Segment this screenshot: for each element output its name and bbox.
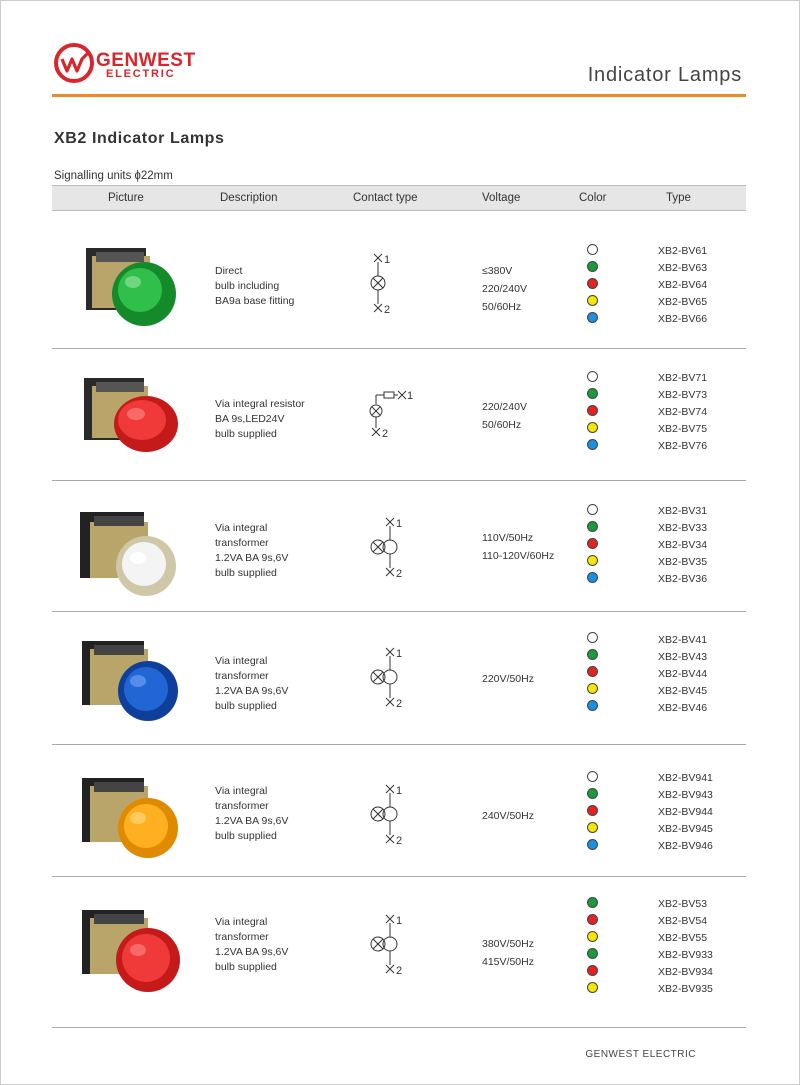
color-dot-white xyxy=(587,371,598,382)
svg-text:2: 2 xyxy=(396,835,403,847)
type-code: XB2-BV54 xyxy=(658,915,708,927)
description-line: Via integral xyxy=(215,785,268,797)
type-code: XB2-BV44 xyxy=(658,668,708,680)
voltage-line: 415V/50Hz xyxy=(482,956,534,968)
type-code: XB2-BV71 xyxy=(658,372,708,384)
col-color: Color xyxy=(579,192,607,204)
description-line: Direct xyxy=(215,265,243,277)
row-divider xyxy=(52,744,746,745)
voltage-line: 220/240V xyxy=(482,283,527,295)
type-code: XB2-BV46 xyxy=(658,702,708,714)
type-code: XB2-BV76 xyxy=(658,440,708,452)
type-code: XB2-BV933 xyxy=(658,949,713,961)
type-code: XB2-BV935 xyxy=(658,983,713,995)
color-dot-white xyxy=(587,632,598,643)
color-dot-red xyxy=(587,278,598,289)
color-dot-blue xyxy=(587,572,598,583)
color-dot-yellow xyxy=(587,683,598,694)
description-line: transformer xyxy=(215,670,269,682)
svg-text:1: 1 xyxy=(396,915,403,927)
description-line: 1.2VA BA 9s,6V xyxy=(215,685,289,697)
description-line: bulb including xyxy=(215,280,280,292)
description-line: bulb supplied xyxy=(215,961,277,973)
color-dot-blue xyxy=(587,439,598,450)
voltage-line: 220/240V xyxy=(482,401,527,413)
contact-symbol-transformer-icon xyxy=(362,781,412,849)
contact-symbol-transformer-icon xyxy=(362,644,412,712)
header-rule xyxy=(52,94,746,97)
color-dot-red xyxy=(587,965,598,976)
svg-text:1: 1 xyxy=(407,390,414,402)
description-line: bulb supplied xyxy=(215,830,277,842)
type-code: XB2-BV61 xyxy=(658,245,708,257)
description-line: BA9a base fitting xyxy=(215,295,295,307)
col-contact-type: Contact type xyxy=(353,192,418,204)
footer-brand: GENWEST ELECTRIC xyxy=(585,1049,696,1060)
description-line: Via integral xyxy=(215,655,268,667)
description-line: 1.2VA BA 9s,6V xyxy=(215,815,289,827)
contact-symbol-transformer-icon xyxy=(362,514,412,582)
color-dot-green xyxy=(587,897,598,908)
description-line: bulb supplied xyxy=(215,700,277,712)
type-code: XB2-BV34 xyxy=(658,539,708,551)
lamp-photo-red-icon xyxy=(78,904,188,999)
voltage-line: ≤380V xyxy=(482,265,513,277)
table-header xyxy=(52,185,746,211)
color-dot-green xyxy=(587,388,598,399)
description-line: 1.2VA BA 9s,6V xyxy=(215,552,289,564)
section-subtitle: Signalling units ɸ22mm xyxy=(54,170,173,182)
description-line: bulb supplied xyxy=(215,428,277,440)
voltage-line: 50/60Hz xyxy=(482,419,522,431)
section-title: XB2 Indicator Lamps xyxy=(54,130,225,147)
color-dot-green xyxy=(587,948,598,959)
description-line: BA 9s,LED24V xyxy=(215,413,285,425)
color-dot-red xyxy=(587,538,598,549)
color-dot-green xyxy=(587,788,598,799)
color-dot-yellow xyxy=(587,931,598,942)
lamp-photo-yellow-icon xyxy=(78,772,188,867)
type-code: XB2-BV36 xyxy=(658,573,708,585)
contact-symbol-resistor-icon xyxy=(362,386,416,446)
lamp-photo-green-icon xyxy=(78,238,188,333)
svg-text:1: 1 xyxy=(396,518,403,530)
row-divider xyxy=(52,480,746,481)
type-code: XB2-BV74 xyxy=(658,406,708,418)
svg-text:2: 2 xyxy=(382,428,389,440)
type-code: XB2-BV943 xyxy=(658,789,713,801)
color-dot-red xyxy=(587,914,598,925)
contact-symbol-direct-icon xyxy=(362,250,402,316)
row-divider xyxy=(52,611,746,612)
type-code: XB2-BV66 xyxy=(658,313,708,325)
logo-brand: GENWEST xyxy=(96,50,196,71)
page-header-title: Indicator Lamps xyxy=(587,64,742,86)
color-dot-yellow xyxy=(587,422,598,433)
color-dot-yellow xyxy=(587,982,598,993)
row-divider xyxy=(52,876,746,877)
row-divider xyxy=(52,348,746,349)
description-line: Via integral xyxy=(215,522,268,534)
color-dot-red xyxy=(587,666,598,677)
type-code: XB2-BV33 xyxy=(658,522,708,534)
type-code: XB2-BV73 xyxy=(658,389,708,401)
color-dot-red xyxy=(587,805,598,816)
description-line: 1.2VA BA 9s,6V xyxy=(215,946,289,958)
color-dot-red xyxy=(587,405,598,416)
description-line: transformer xyxy=(215,931,269,943)
description-line: Via integral resistor xyxy=(215,398,305,410)
svg-text:1: 1 xyxy=(384,254,391,266)
color-dot-blue xyxy=(587,312,598,323)
type-code: XB2-BV45 xyxy=(658,685,708,697)
type-code: XB2-BV65 xyxy=(658,296,708,308)
color-dot-blue xyxy=(587,839,598,850)
col-voltage: Voltage xyxy=(482,192,521,204)
voltage-line: 50/60Hz xyxy=(482,301,522,313)
lamp-photo-white-icon xyxy=(78,508,188,603)
lamp-photo-blue-icon xyxy=(78,635,188,730)
type-code: XB2-BV944 xyxy=(658,806,713,818)
type-code: XB2-BV43 xyxy=(658,651,708,663)
col-type: Type xyxy=(666,192,691,204)
voltage-line: 110-120V/60Hz xyxy=(482,550,555,562)
type-code: XB2-BV941 xyxy=(658,772,713,784)
color-dot-green xyxy=(587,649,598,660)
description-line: Via integral xyxy=(215,916,268,928)
description-line: bulb supplied xyxy=(215,567,277,579)
contact-symbol-transformer-icon xyxy=(362,911,412,979)
color-dot-green xyxy=(587,261,598,272)
type-code: XB2-BV63 xyxy=(658,262,708,274)
type-code: XB2-BV75 xyxy=(658,423,708,435)
color-dot-green xyxy=(587,521,598,532)
col-description: Description xyxy=(220,192,278,204)
color-dot-yellow xyxy=(587,822,598,833)
color-dot-white xyxy=(587,771,598,782)
type-code: XB2-BV55 xyxy=(658,932,708,944)
color-dot-yellow xyxy=(587,295,598,306)
voltage-line: 380V/50Hz xyxy=(482,938,534,950)
type-code: XB2-BV31 xyxy=(658,505,708,517)
lamp-photo-red-icon xyxy=(78,370,188,465)
color-dot-white xyxy=(587,244,598,255)
logo-brand-sub: ELECTRIC xyxy=(106,68,176,80)
type-code: XB2-BV35 xyxy=(658,556,708,568)
svg-text:2: 2 xyxy=(396,568,403,580)
voltage-line: 110V/50Hz xyxy=(482,532,534,544)
svg-text:1: 1 xyxy=(396,785,403,797)
color-dot-yellow xyxy=(587,555,598,566)
color-dot-blue xyxy=(587,700,598,711)
col-picture: Picture xyxy=(108,192,144,204)
svg-text:2: 2 xyxy=(396,698,403,710)
svg-text:2: 2 xyxy=(396,965,403,977)
type-code: XB2-BV934 xyxy=(658,966,713,978)
row-divider xyxy=(52,1027,746,1028)
svg-text:1: 1 xyxy=(396,648,403,660)
type-code: XB2-BV945 xyxy=(658,823,713,835)
type-code: XB2-BV41 xyxy=(658,634,708,646)
type-code: XB2-BV946 xyxy=(658,840,713,852)
svg-text:2: 2 xyxy=(384,304,391,316)
voltage-line: 240V/50Hz xyxy=(482,810,534,822)
description-line: transformer xyxy=(215,537,269,549)
type-code: XB2-BV53 xyxy=(658,898,708,910)
voltage-line: 220V/50Hz xyxy=(482,673,534,685)
color-dot-white xyxy=(587,504,598,515)
type-code: XB2-BV64 xyxy=(658,279,708,291)
description-line: transformer xyxy=(215,800,269,812)
